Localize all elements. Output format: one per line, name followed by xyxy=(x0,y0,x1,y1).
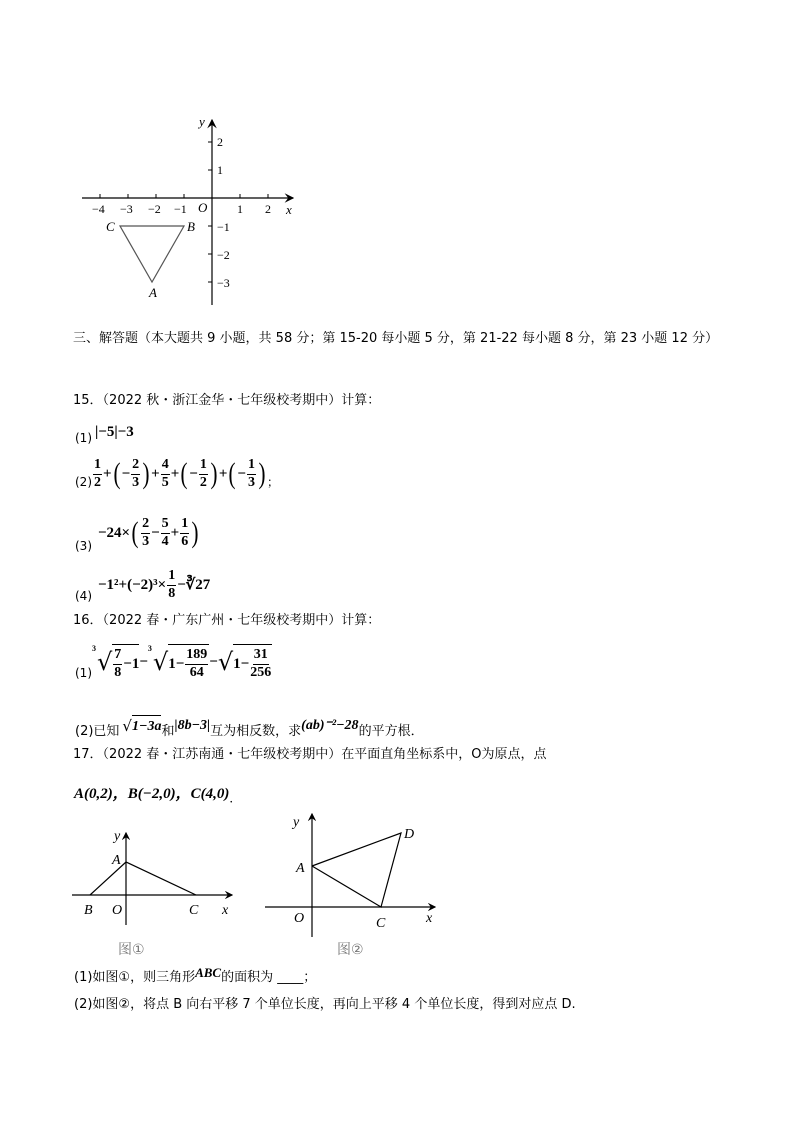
math-token: ( xyxy=(113,457,121,490)
cube-root xyxy=(92,644,139,681)
q16-part1 xyxy=(75,643,272,681)
math-token: 和 xyxy=(161,724,175,739)
coordinate-graph-triangle xyxy=(0,0,320,320)
y-axis-label: y xyxy=(293,815,300,830)
denominator: 8 xyxy=(168,586,176,601)
x-tick: 2 xyxy=(265,202,271,216)
origin-label: O xyxy=(198,200,208,215)
math-token: 1− xyxy=(233,655,250,672)
math-token: ( xyxy=(180,457,188,490)
math-token: 189 xyxy=(185,647,208,665)
math-token xyxy=(92,135,271,290)
fraction xyxy=(247,457,256,491)
math-token xyxy=(168,644,209,681)
y-axis-label: y xyxy=(114,829,121,844)
math-token: + xyxy=(151,466,160,482)
math-token: −∛27 xyxy=(177,577,211,593)
numerator: 4 xyxy=(161,457,170,475)
numerator: 1 xyxy=(167,568,176,586)
q17-part2: (2)如图②，将点 B 向右平移 7 个单位长度，再向上平移 4 个单位长度，得到对应点 D. xyxy=(74,997,576,1012)
denominator: 4 xyxy=(161,534,169,549)
fraction xyxy=(131,457,140,491)
math-token xyxy=(233,644,272,681)
figure-1 xyxy=(0,806,250,966)
radical-sign: √ xyxy=(152,648,169,676)
radical-sign: √ xyxy=(217,648,234,676)
math-token: − xyxy=(151,525,160,541)
figure-2 xyxy=(250,806,450,966)
x-axis-label: x xyxy=(222,903,229,918)
part-label: (1) xyxy=(75,666,92,680)
fraction xyxy=(199,457,208,491)
point-a-label: A xyxy=(149,285,157,300)
point-b-label: B xyxy=(187,219,195,234)
math-token: ABC xyxy=(195,964,222,980)
math-token: 的面积为 ____； xyxy=(221,970,317,985)
denominator: 3 xyxy=(132,475,140,490)
math-token: 7 xyxy=(113,647,122,665)
y-tick: −1 xyxy=(217,220,230,234)
q15-header: 15．（2022 秋・浙江金华・七年级校考期中）计算： xyxy=(73,393,381,408)
q15-part2 xyxy=(75,456,279,492)
fraction xyxy=(141,516,150,550)
numerator: 2 xyxy=(141,516,150,534)
math-token xyxy=(112,644,139,681)
math-token: ) xyxy=(210,457,218,490)
math-token: (1)如图①，则三角形 xyxy=(74,970,196,985)
math-token: −24× xyxy=(98,525,131,541)
math-token: ； xyxy=(266,475,279,489)
fraction xyxy=(167,568,176,602)
part-label: (1) xyxy=(75,431,92,445)
math-token: − xyxy=(189,466,198,482)
math-token: 8 xyxy=(114,664,122,680)
math-token xyxy=(84,829,229,918)
q16-part2 xyxy=(75,712,424,739)
fraction xyxy=(161,516,170,550)
numerator: 1 xyxy=(247,457,256,475)
cube-root xyxy=(148,644,209,681)
math-token: 1−3a xyxy=(132,715,161,736)
fraction xyxy=(113,647,122,681)
numerator: 1 xyxy=(93,457,102,475)
math-token: + xyxy=(103,466,112,482)
denominator: 3 xyxy=(142,534,150,549)
math-token: + xyxy=(218,466,228,482)
q17-points xyxy=(74,782,241,806)
triangle-abc xyxy=(90,862,196,895)
point-a-label: A xyxy=(296,861,305,876)
y-tick: 2 xyxy=(217,135,223,149)
fraction xyxy=(250,647,271,681)
root-index: 3 xyxy=(147,643,152,653)
denominator: 5 xyxy=(161,475,169,490)
point-d-label: D xyxy=(404,827,415,842)
x-tick: 1 xyxy=(237,202,243,216)
square-root xyxy=(218,644,272,681)
q15-part1 xyxy=(75,418,134,446)
fraction xyxy=(161,457,170,491)
fraction xyxy=(93,457,102,491)
origin-label: O xyxy=(112,903,123,918)
x-tick: −3 xyxy=(120,202,133,216)
math-token: 31 xyxy=(253,647,269,665)
q15-part4 xyxy=(75,566,210,604)
x-axis-label: x xyxy=(286,202,292,217)
point-a-label: A xyxy=(112,853,121,868)
math-token: −1 xyxy=(123,655,140,672)
math-token: − xyxy=(139,654,148,670)
math-token: 64 xyxy=(189,664,204,680)
math-token: + xyxy=(170,525,180,541)
root-index: 3 xyxy=(92,643,96,653)
x-tick: −1 xyxy=(174,202,187,216)
point-b-label: B xyxy=(84,903,93,918)
math-token: ( xyxy=(131,516,139,549)
q16-header: 16．（2022 春・广东广州・七年级校考期中）计算： xyxy=(73,613,381,628)
square-root xyxy=(122,715,161,736)
radical-sign: √ xyxy=(122,716,132,735)
figure-2-caption: 图② xyxy=(337,942,364,958)
x-axis-label: x xyxy=(426,911,433,926)
math-token: − xyxy=(121,466,131,482)
denominator: 3 xyxy=(247,475,255,490)
x-tick: −4 xyxy=(92,202,105,216)
math-token: ． xyxy=(229,791,242,805)
quadrilateral-acd xyxy=(312,833,401,907)
math-token: ( xyxy=(228,457,236,490)
denominator: 2 xyxy=(94,475,101,490)
math-token: |8b−3| xyxy=(174,717,211,733)
math-token: + xyxy=(170,466,180,482)
y-tick: −2 xyxy=(217,248,230,262)
math-token: A(0,2)，B(−2,0)，C(4,0) xyxy=(74,786,230,802)
math-token: ) xyxy=(142,457,150,490)
numerator: 5 xyxy=(161,516,170,534)
origin-label: O xyxy=(294,911,305,926)
math-expression: |−5|−3 xyxy=(95,424,134,440)
denominator: 2 xyxy=(199,475,207,490)
triangle-abc xyxy=(120,226,184,282)
math-token: 1− xyxy=(168,655,185,672)
radical-sign: √ xyxy=(97,648,113,676)
numerator: 1 xyxy=(180,516,189,534)
math-token: 的平方根． xyxy=(358,724,424,739)
numerator: 2 xyxy=(131,457,140,475)
math-token: 互为相反数，求 xyxy=(210,724,302,739)
point-c-label: C xyxy=(106,219,115,234)
figure-1-caption: 图① xyxy=(118,942,145,958)
math-token: (ab)⁻²−28 xyxy=(301,717,359,733)
math-token: − xyxy=(237,466,246,482)
fraction xyxy=(180,516,189,550)
math-token: 256 xyxy=(250,664,272,680)
q17-part1 xyxy=(74,966,316,985)
q15-part3 xyxy=(75,512,200,554)
x-tick: −2 xyxy=(148,202,161,216)
point-c-label: C xyxy=(376,916,386,931)
part-label: (2) xyxy=(75,475,92,489)
y-tick: −3 xyxy=(217,276,230,290)
denominator: 6 xyxy=(181,534,189,549)
y-axis-label: y xyxy=(199,114,205,129)
q17-header: 17．（2022 春・江苏南通・七年级校考期中）在平面直角坐标系中，O为原点，点 xyxy=(73,747,547,762)
math-token: − xyxy=(209,654,218,670)
point-c-label: C xyxy=(189,903,199,918)
fraction xyxy=(185,647,208,681)
math-token: ) xyxy=(191,516,199,549)
y-tick: 1 xyxy=(217,163,223,177)
numerator: 1 xyxy=(199,457,208,475)
part-label: (3) xyxy=(75,539,92,553)
math-token: (2)已知 xyxy=(75,724,120,739)
math-token: ) xyxy=(258,457,266,490)
math-token: −1²+(−2)³× xyxy=(98,577,167,593)
part-label: (4) xyxy=(75,589,92,603)
section-heading: 三、解答题（本大题共 9 小题，共 58 分；第 15-20 每小题 5 分，第 21-22 每小题 8 分，第 23 小题 12 分） xyxy=(73,331,719,346)
